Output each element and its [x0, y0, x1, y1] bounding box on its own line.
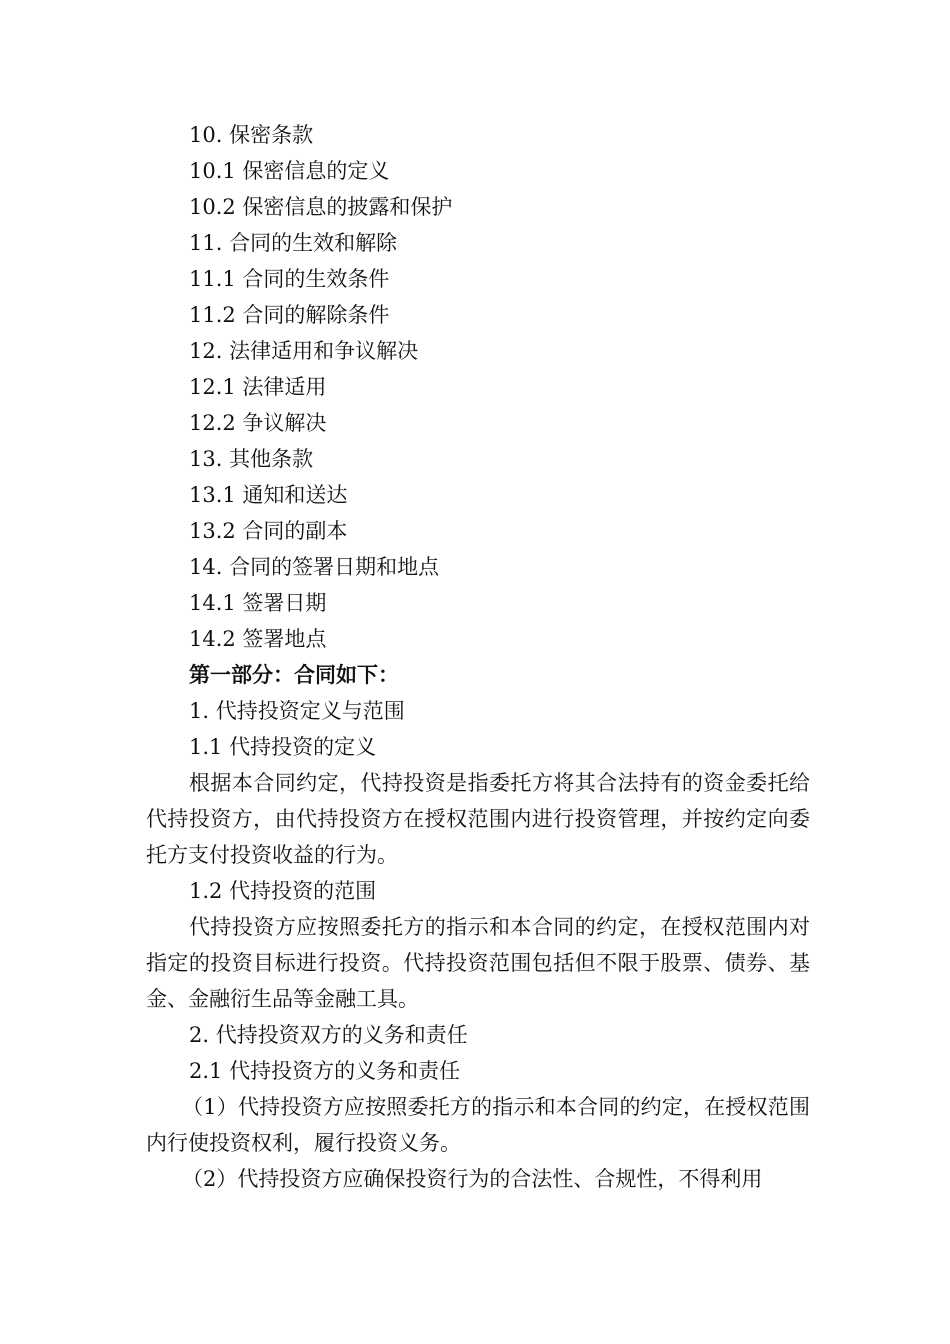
section-title: 2. 代持投资双方的义务和责任 [189, 1023, 468, 1047]
toc-item: 14. 合同的签署日期和地点 [189, 555, 440, 579]
subsection-title: 2.1 代持投资方的义务和责任 [189, 1059, 461, 1083]
paragraph: 根据本合同约定，代持投资是指委托方将其合法持有的资金委托给代持投资方，由代持投资方在授权范围内进行投资管理，并按约定向委托方支付投资收益的行为。 [146, 771, 810, 867]
toc-item: 10.2 保密信息的披露和保护 [189, 195, 453, 219]
toc-item: 13.2 合同的副本 [189, 519, 348, 543]
toc-item: 12.1 法律适用 [189, 375, 327, 399]
toc-item: 14.1 签署日期 [189, 591, 327, 615]
toc-item: 13. 其他条款 [189, 447, 314, 471]
toc-item: 10. 保密条款 [189, 123, 314, 147]
toc-item: 10.1 保密信息的定义 [189, 159, 390, 183]
subsection-title: 1.2 代持投资的范围 [189, 879, 377, 903]
toc-item: 14.2 签署地点 [189, 627, 327, 651]
toc-item: 11.1 合同的生效条件 [189, 267, 390, 291]
subsection-title: 1.1 代持投资的定义 [189, 735, 377, 759]
toc-item: 13.1 通知和送达 [189, 483, 348, 507]
toc-item: 12.2 争议解决 [189, 411, 327, 435]
list-item: （1）代持投资方应按照委托方的指示和本合同的约定，在授权范围内行使投资权利，履行投资义务。 [146, 1095, 810, 1155]
section-title: 1. 代持投资定义与范围 [189, 699, 405, 723]
part-heading: 第一部分：合同如下： [189, 662, 399, 687]
toc-item: 12. 法律适用和争议解决 [189, 339, 419, 363]
document-body [146, 117, 810, 1197]
toc-item: 11. 合同的生效和解除 [189, 231, 398, 255]
paragraph: 代持投资方应按照委托方的指示和本合同的约定，在授权范围内对指定的投资目标进行投资。代持投资范围包括但不限于股票、债券、基金、金融衍生品等金融工具。 [146, 915, 810, 1011]
list-item: （2）代持投资方应确保投资行为的合法性、合规性，不得利用 [182, 1167, 763, 1191]
toc-item: 11.2 合同的解除条件 [189, 303, 390, 327]
